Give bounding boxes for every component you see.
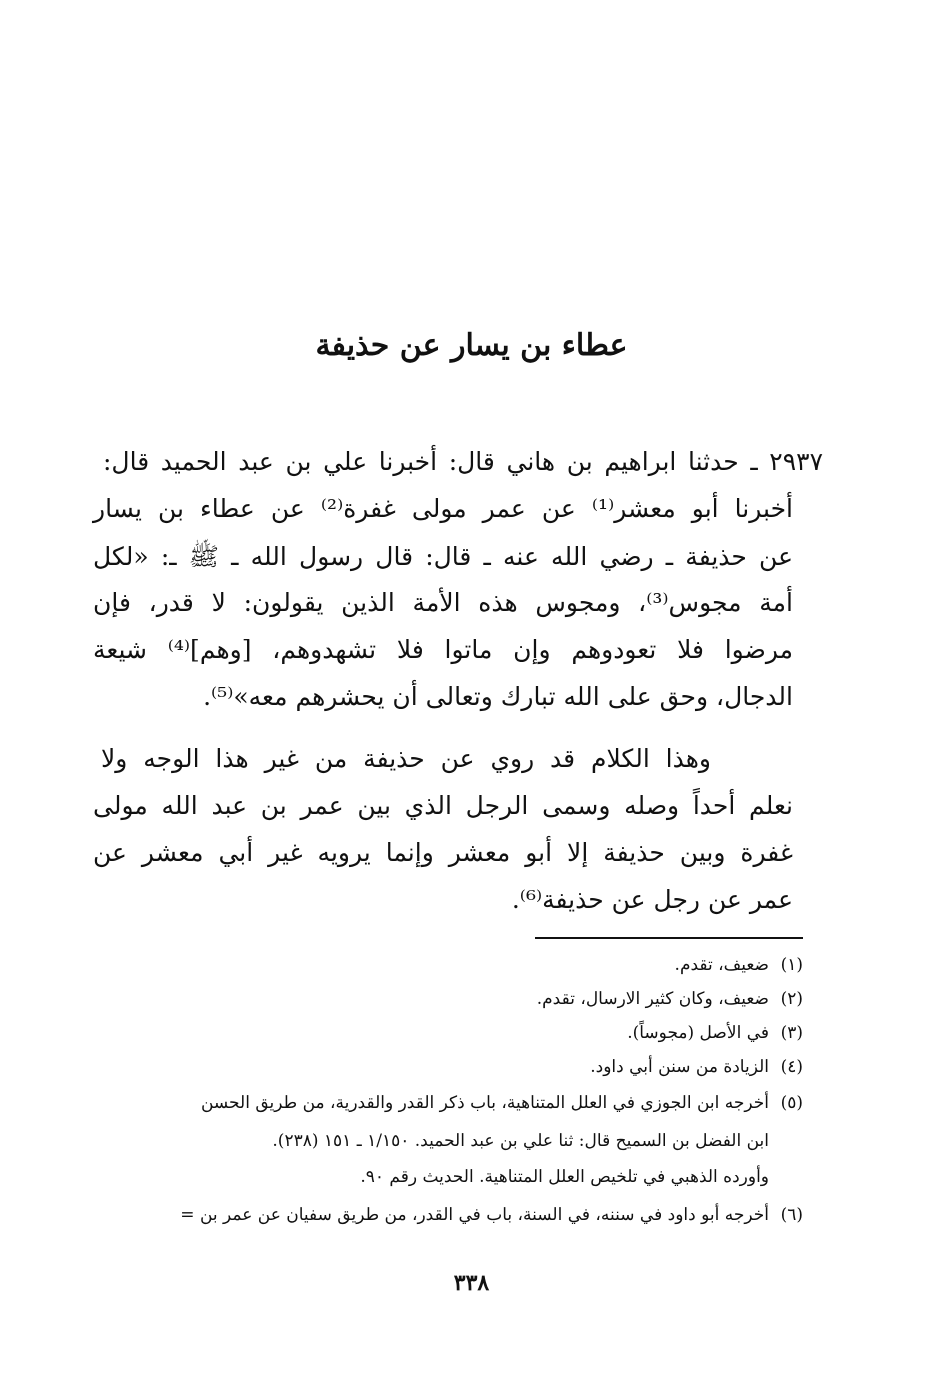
hadith-line-1: ٢٩٣٧ ـ حدثنا ابراهيم بن هاني قال: أخبرنا علي بن عبد الحميد قال: <box>103 447 823 476</box>
footnote-marker: (١) <box>780 955 803 975</box>
footnote-2 <box>103 989 803 1009</box>
footnote-text: أخرجه ابن الجوزي في العلل المتناهية، باب ذكر القدر والقدرية، من طريق الحسن <box>200 1093 769 1113</box>
hadith-line-2: أخبرنا أبو معشر⁽¹⁾ عن عمر مولى غفرة⁽²⁾ عن عطاء بن يسار <box>93 494 793 523</box>
footnote-text: في الأصل (مجوساً). <box>627 1023 769 1043</box>
footnote-marker: (٦) <box>780 1205 803 1225</box>
footnote-marker: (٢) <box>780 989 803 1009</box>
footnote-text: ضعيف، وكان كثير الارسال، تقدم. <box>536 989 769 1009</box>
footnote-text: الزيادة من سنن أبي داود. <box>590 1057 769 1077</box>
footnote-separator <box>535 937 803 939</box>
commentary-line-3: غفرة وبين حذيفة إلا أبو معشر وإنما يرويه غير أبي معشر عن <box>93 838 793 867</box>
footnote-4 <box>103 1057 803 1077</box>
hadith-line-5: مرضوا فلا تعودوهم وإن ماتوا فلا تشهدوهم، [وهم]⁽⁴⁾ شيعة <box>93 635 794 664</box>
footnote-1 <box>103 955 803 975</box>
commentary-line-4: عمر عن رجل عن حذيفة⁽⁶⁾. <box>511 885 793 914</box>
footnote-5-cont-2: وأورده الذهبي في تلخيص العلل المتناهية. الحديث رقم ٩٠. <box>360 1167 769 1187</box>
hadith-line-3: عن حذيفة ـ رضي الله عنه ـ قال: قال رسول الله ـ ﷺ ـ: «لكل <box>93 542 793 571</box>
hadith-line-6: الدجال، وحق على الله تبارك وتعالى أن يحشرهم معه»⁽⁵⁾. <box>203 682 793 711</box>
section-heading: عطاء بن يسار عن حذيفة <box>315 328 628 363</box>
hadith-line-4: أمة مجوس⁽³⁾، ومجوس هذه الأمة الذين يقولون: لا قدر، فإن <box>93 588 793 617</box>
footnote-text: أخرجه أبو داود في سننه، في السنة، باب في القدر، من طريق سفيان عن عمر بن = <box>180 1205 769 1225</box>
footnote-marker: (٥) <box>780 1093 803 1113</box>
footnote-6 <box>103 1205 803 1225</box>
commentary-line-2: نعلم أحداً وصله وسمى الرجل الذي بين عمر بن عبد الله مولى <box>93 791 793 820</box>
commentary-line-1: وهذا الكلام قد روي عن حذيفة من غير هذا الوجه ولا <box>101 744 711 773</box>
footnote-5-cont-1: ابن الفضل بن السميح قال: ثنا علي بن عبد الحميد. ١/١٥٠ ـ ١٥١ (٢٣٨). <box>272 1131 769 1151</box>
footnote-5 <box>103 1093 803 1113</box>
footnote-marker: (٣) <box>780 1023 803 1043</box>
footnote-marker: (٤) <box>780 1057 803 1077</box>
footnote-text: ضعيف، تقدم. <box>674 955 769 975</box>
page-number: ٣٣٨ <box>453 1270 490 1296</box>
footnote-3 <box>103 1023 803 1043</box>
